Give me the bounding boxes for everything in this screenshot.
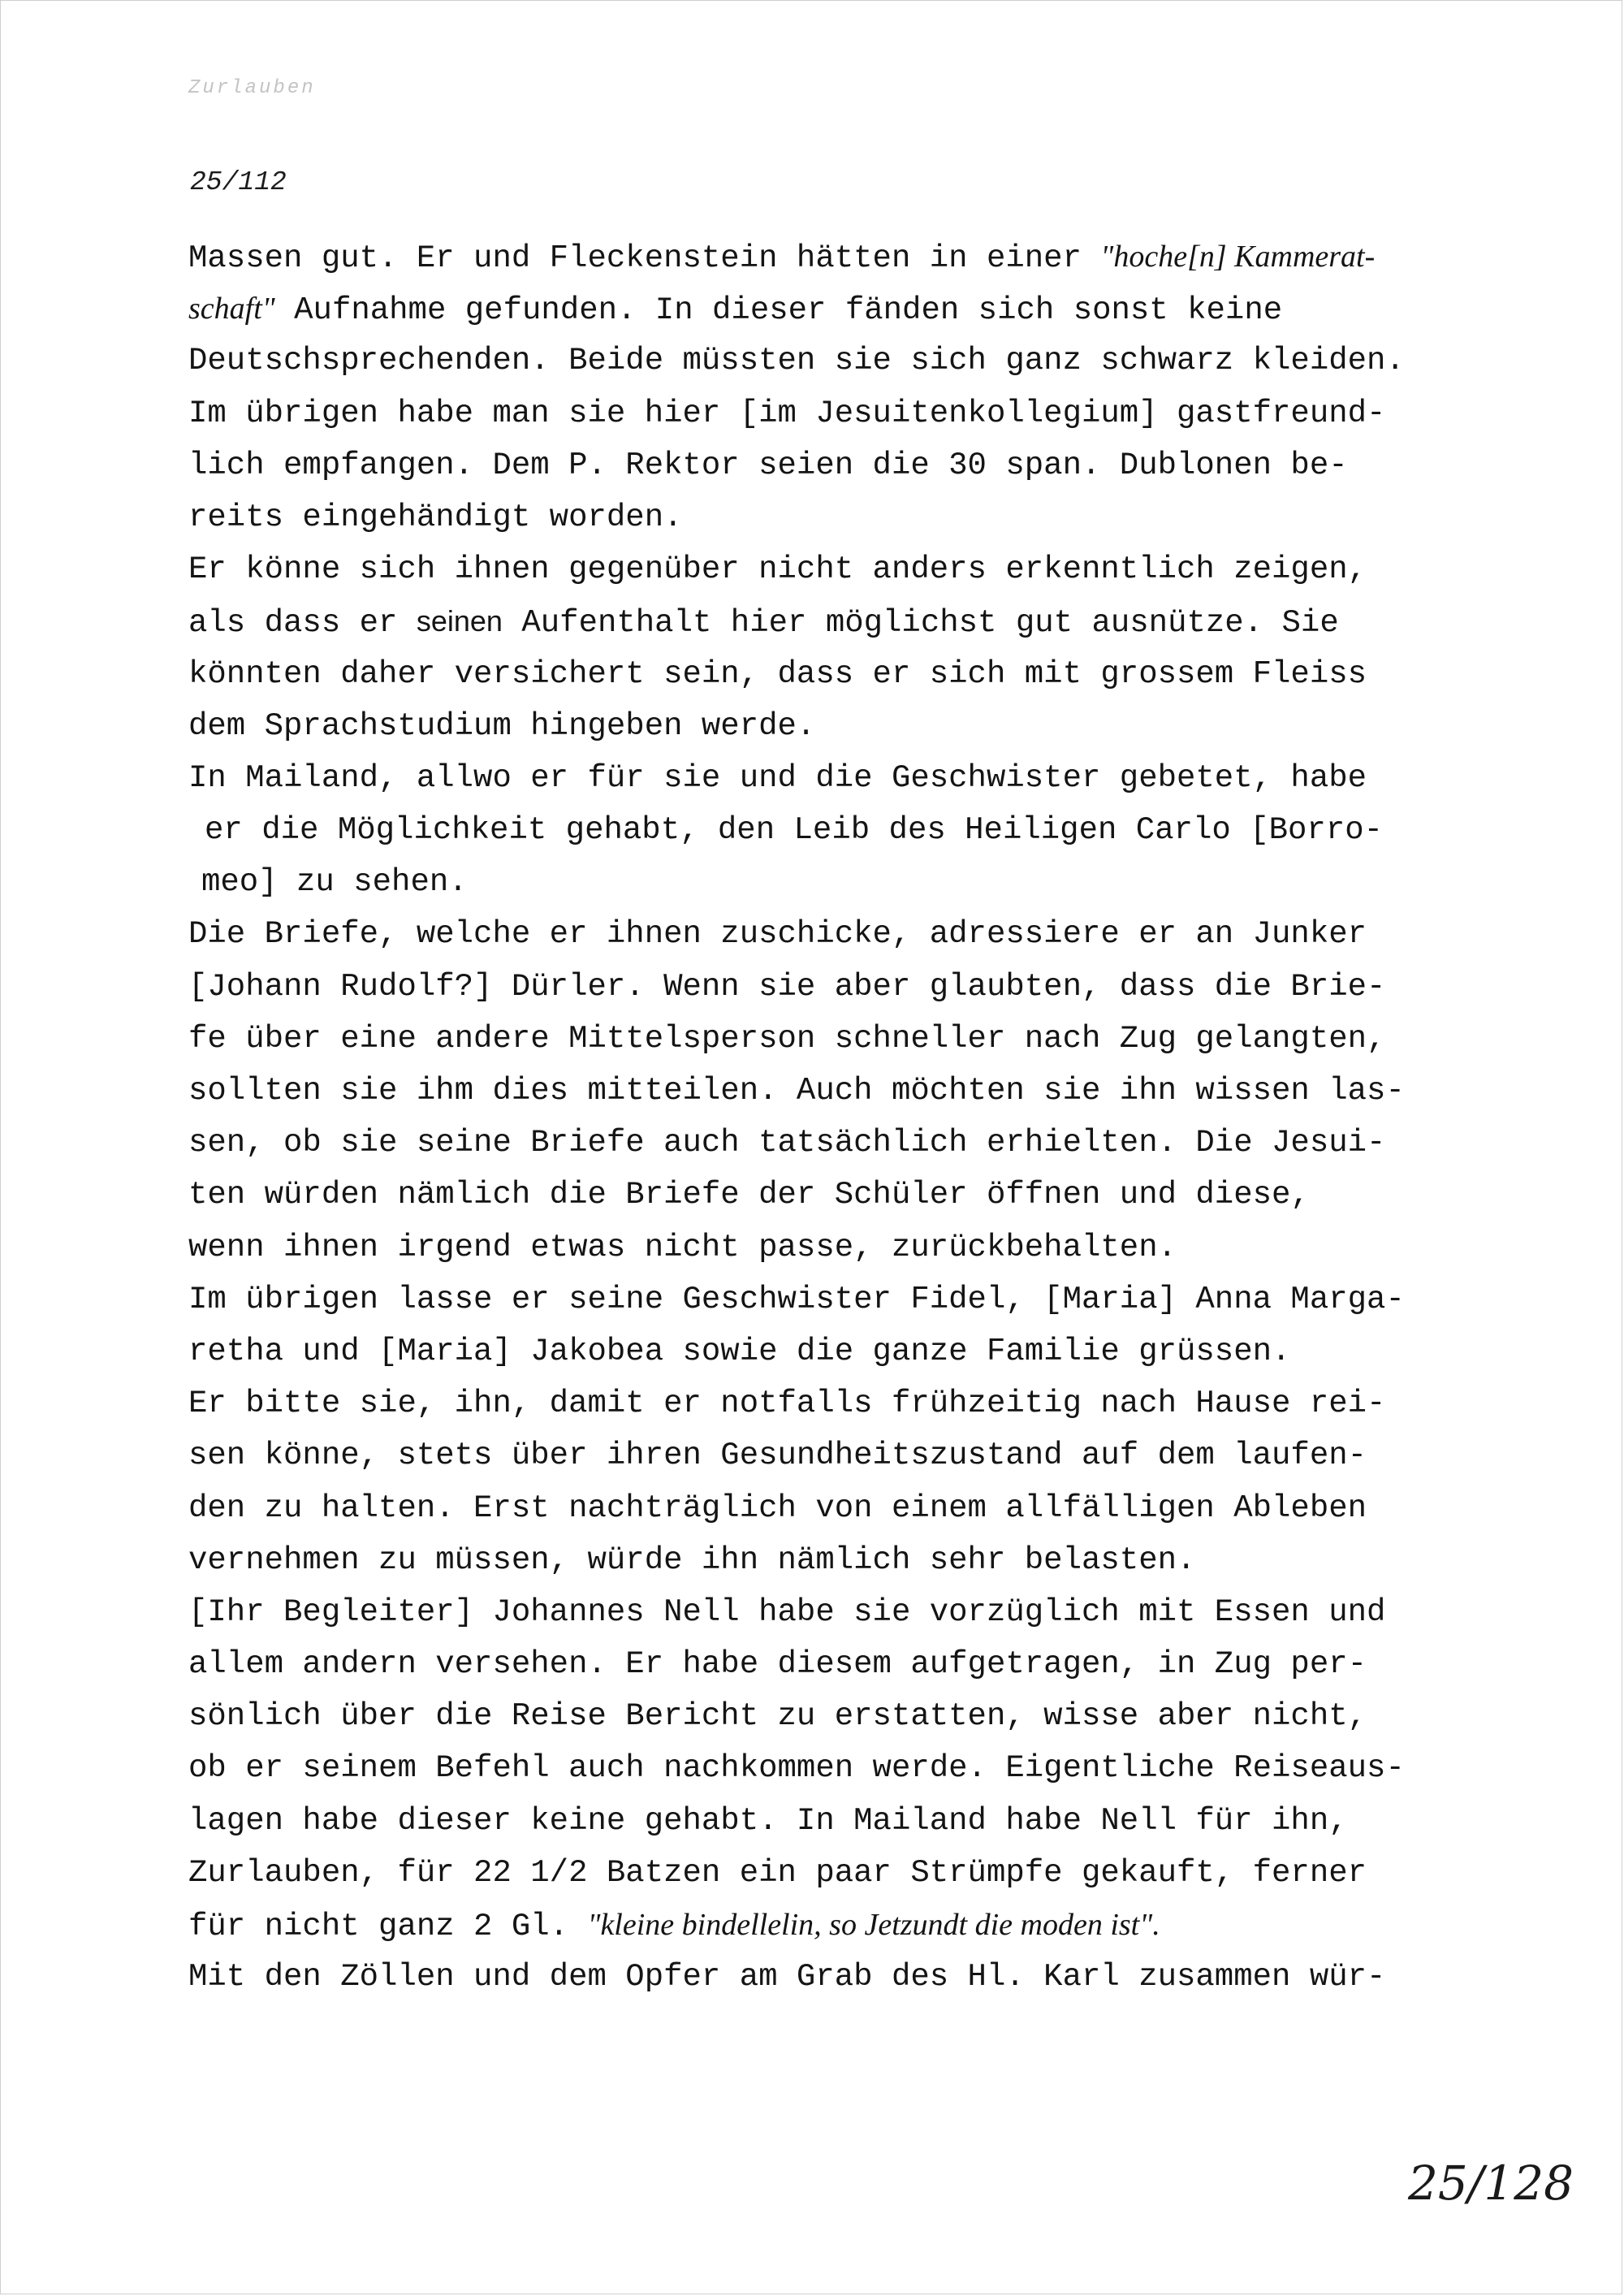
text-line: retha und [Maria] Jakobea sowie die ganze Familie grüssen. (188, 1333, 1291, 1369)
text-line: [Ihr Begleiter] Johannes Nell habe sie vorzüglich mit Essen und (188, 1593, 1386, 1630)
text-line: Deutschsprechenden. Beide müssten sie sich ganz schwarz kleiden. (188, 343, 1405, 379)
text-line: Massen gut. Er und Fleckenstein hätten in einer "hoche[n] Kammerat- (188, 240, 1376, 276)
text-line: In Mailand, allwo er für sie und die Geschwister gebetet, habe (188, 759, 1367, 796)
document-body (188, 231, 1455, 2003)
text-line: sollten sie ihm dies mitteilen. Auch möchten sie ihn wissen las- (188, 1073, 1405, 1109)
text-line: allem andern versehen. Er habe diesem aufgetragen, in Zug per- (188, 1646, 1367, 1683)
text-line: den zu halten. Erst nachträglich von einem allfälligen Ableben (188, 1490, 1367, 1526)
text-line: lich empfangen. Dem P. Rektor seien die 30 span. Dublonen be- (188, 447, 1348, 483)
text-line: könnten daher versichert sein, dass er sich mit grossem Fleiss (188, 655, 1367, 692)
text-line: für nicht ganz 2 Gl. "kleine bindellelin, so Jetzundt die moden ist". (188, 1908, 1160, 1944)
text-line: ob er seinem Befehl auch nachkommen werde. Eigentliche Reiseaus- (188, 1750, 1405, 1787)
text-line: er die Möglichkeit gehabt, den Leib des Heiligen Carlo [Borro- (205, 812, 1384, 849)
page-reference: 25/112 (190, 167, 287, 197)
text-line: ten würden nämlich die Briefe der Schüler öffnen und diese, (188, 1177, 1310, 1213)
text-line: wenn ihnen irgend etwas nicht passe, zurückbehalten. (188, 1229, 1177, 1265)
text-line: reits eingehändigt worden. (188, 499, 683, 535)
text-line: Im übrigen lasse er seine Geschwister Fidel, [Maria] Anna Marga- (188, 1281, 1405, 1317)
text-line: sen, ob sie seine Briefe auch tatsächlich erhielten. Die Jesui- (188, 1125, 1386, 1161)
text-line: sen könne, stets über ihren Gesundheitszustand auf dem laufen- (188, 1438, 1367, 1474)
archive-stamp: Zurlauben (188, 77, 316, 99)
handwritten-number-text: 25/128 (1408, 2155, 1574, 2211)
quoted-phrase: "kleine bindellelin, so Jetzundt die moden ist". (587, 1908, 1160, 1942)
text-line: Zurlauben, für 22 1/2 Batzen ein paar Strümpfe gekauft, ferner (188, 1854, 1367, 1891)
text-line: Mit den Zöllen und dem Opfer am Grab des Hl. Karl zusammen wür- (188, 1959, 1386, 1995)
quoted-phrase: "hoche[n] Kammerat- (1100, 240, 1376, 274)
correction-word: seinen (416, 604, 503, 638)
quoted-phrase: schaft" (188, 292, 275, 326)
text-line: Die Briefe, welche er ihnen zuschicke, adressiere er an Junker (188, 916, 1367, 953)
handwritten-page-number (1403, 2146, 1598, 2219)
text-line: Im übrigen habe man sie hier [im Jesuitenkollegium] gastfreund- (188, 395, 1386, 431)
text-line: lagen habe dieser keine gehabt. In Mailand habe Nell für ihn, (188, 1802, 1348, 1839)
text-line: als dass er seinen Aufenthalt hier möglichst gut ausnütze. Sie (188, 604, 1339, 642)
text-line: Er könne sich ihnen gegenüber nicht anders erkenntlich zeigen, (188, 551, 1367, 588)
text-line: [Johann Rudolf?] Dürler. Wenn sie aber glaubten, dass die Brie- (188, 968, 1386, 1005)
text-line: sönlich über die Reise Bericht zu erstatten, wisse aber nicht, (188, 1698, 1367, 1735)
text-line: fe über eine andere Mittelsperson schneller nach Zug gelangten, (188, 1020, 1386, 1057)
text-line: Er bitte sie, ihn, damit er notfalls frühzeitig nach Hause rei- (188, 1386, 1386, 1422)
text-line: dem Sprachstudium hingeben werde. (188, 707, 816, 744)
text-line: meo] zu sehen. (201, 864, 468, 901)
text-line: vernehmen zu müssen, würde ihn nämlich sehr belasten. (188, 1541, 1196, 1578)
text-line: schaft" Aufnahme gefunden. In dieser fänden sich sonst keine (188, 292, 1283, 329)
